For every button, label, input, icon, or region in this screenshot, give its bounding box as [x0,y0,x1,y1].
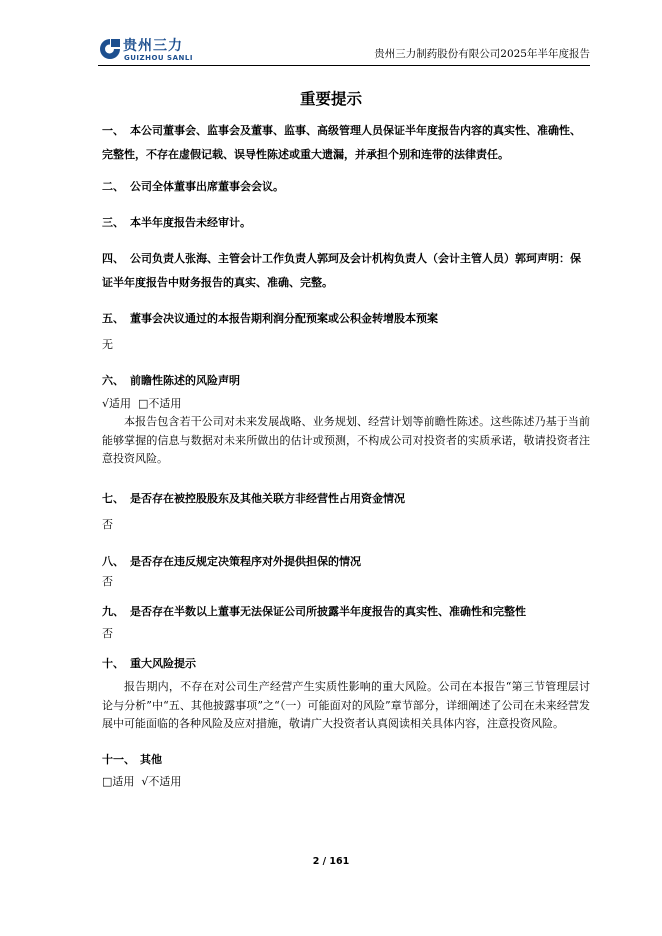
section-text: 董事会决议通过的本报告期利润分配预案或公积金转增股本预案 [130,312,438,325]
section-5 [102,307,590,331]
section-2 [102,175,590,199]
logo-text-en: GUIZHOU SANLI [124,54,193,62]
section-9 [102,600,590,624]
section-number: 二、 [102,180,124,193]
section-text: 是否存在半数以上董事无法保证公司所披露半年度报告的真实性、准确性和完整性 [130,605,526,618]
section-number: 十一、 [102,753,135,766]
section-text: 本半年度报告未经审计。 [130,216,251,229]
section-11 [102,748,590,772]
section-8 [102,550,590,574]
section-6 [102,369,590,393]
page-title: 重要提示 [299,89,362,108]
logo-text-cn: 贵州三力 [123,38,183,54]
section-number: 八、 [102,555,124,568]
section-10 [102,652,590,676]
section-5-answer: 无 [102,338,113,351]
section-number: 三、 [102,216,124,229]
section-11-options: □适用 √不适用 [102,775,182,788]
logo-mark-icon [98,38,122,60]
section-number: 一、 [102,124,124,137]
section-8-answer: 否 [102,575,113,588]
section-text: 是否存在被控股股东及其他关联方非经营性占用资金情况 [130,492,405,505]
section-4 [102,247,590,295]
header-divider [98,65,590,66]
section-6-paragraph: 本报告包含若干公司对未来发展战略、业务规划、经营计划等前瞻性陈述。这些陈述乃基于当前能够掌握的信息与数据对未来所做出的估计或预测，不构成公司对投资者的实质承诺，敬请投资者注意投资风险。 [102,415,590,465]
section-text: 公司全体董事出席董事会会议。 [130,180,284,193]
section-number: 九、 [102,605,124,618]
section-text: 重大风险提示 [130,657,196,670]
report-title: 贵州三力制药股份有限公司2025年半年度报告 [374,48,590,60]
section-number: 四、 [102,252,124,265]
section-9-answer: 否 [102,627,113,640]
section-text: 其他 [140,753,162,766]
section-number: 六、 [102,374,124,387]
section-number: 十、 [102,657,124,670]
section-3 [102,211,590,235]
section-text: 是否存在违反规定决策程序对外提供担保的情况 [130,555,361,568]
section-text: 前瞻性陈述的风险声明 [130,374,240,387]
company-logo [98,38,208,64]
section-1 [102,119,590,167]
section-text: 公司负责人张海、主管会计工作负责人郭珂及会计机构负责人（会计主管人员）郭珂声明：保证半年度报告中财务报告的真实、准确、完整。 [102,252,581,289]
section-6-options: √适用 □不适用 [102,397,182,410]
page-number: 2 / 161 [312,856,350,867]
section-7 [102,487,590,511]
section-text: 本公司董事会、监事会及董事、监事、高级管理人员保证半年度报告内容的真实性、准确性、完整性，不存在虚假记载、误导性陈述或重大遗漏，并承担个别和连带的法律责任。 [102,124,581,161]
section-10-paragraph: 报告期内，不存在对公司生产经营产生实质性影响的重大风险。公司在本报告“第三节管理层讨论与分析”中“五、其他披露事项”之“（一）可能面对的风险”章节部分，详细阐述了公司在未来经营发展中可能面临的各种风险及应对措施，敬请广大投资者认真阅读相关具体内容，注意投资风险。 [102,680,590,730]
section-number: 七、 [102,492,124,505]
section-7-answer: 否 [102,518,113,531]
section-number: 五、 [102,312,124,325]
page-header [98,36,590,64]
